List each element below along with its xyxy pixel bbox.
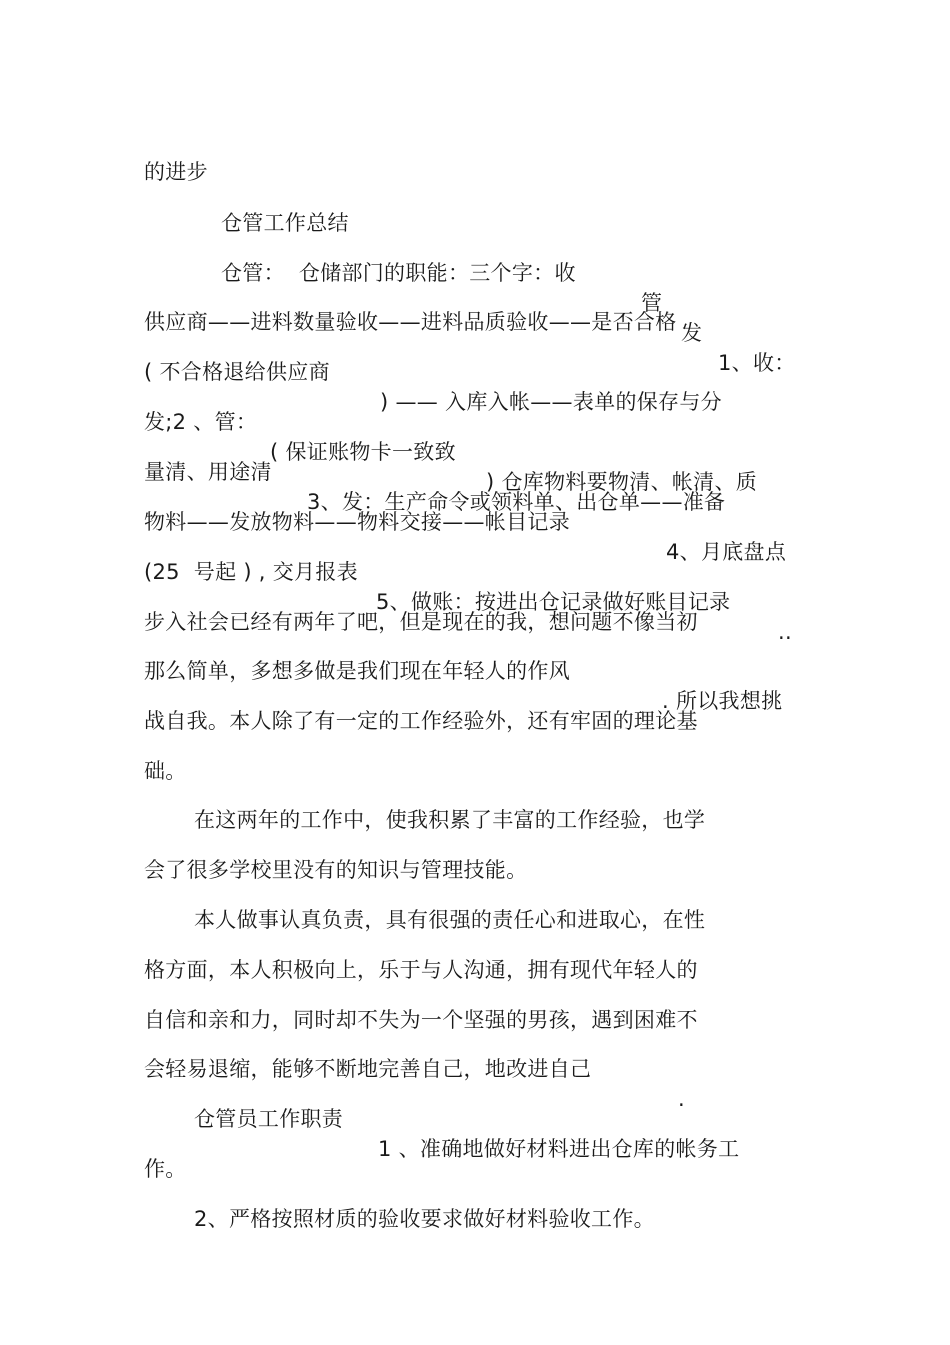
text-fragment: 作。 [144,1157,187,1181]
text-fragment: 本人做事认真负责，具有很强的责任心和进取心，在性 [194,908,706,932]
text-fragment: 自信和亲和力，同时却不失为一个坚强的男孩，遇到困难不 [144,1008,698,1032]
text-fragment: 量清、用途清 [144,460,272,484]
text-fragment: 发;2 、管： [144,410,258,434]
text-fragment: 会轻易退缩，能够不断地完善自己，地改进自己 [144,1057,592,1081]
text-fragment: 的进步 [144,160,208,184]
text-line-22 [144,1174,655,1264]
text-fragment: .. [778,620,792,644]
text-fragment: . 所以我想挑 [662,689,783,713]
text-fragment: 会了很多学校里没有的知识与管理技能。 [144,858,528,882]
text-fragment: . [678,1087,685,1111]
text-fragment: 仓管员工作职责 [194,1107,344,1131]
text-fragment: 格方面，本人积极向上，乐于与人沟通，拥有现代年轻人的 [144,958,698,982]
text-fragment: 2、严格按照材质的验收要求做好材料验收工作。 [194,1207,655,1231]
text-fragment: 在这两年的工作中，使我积累了丰富的工作经验，也学 [194,808,706,832]
text-fragment: ( 不合格退给供应商 [144,360,330,384]
text-fragment: ) 仓库物料要物清、帐清、质 [486,470,758,494]
text-fragment: 3、发：生产命令或领料单、出仓单——准备 [307,490,726,514]
text-fragment: 4、月底盘点 [666,540,787,564]
text-fragment: 那么简单，多想多做是我们现在年轻人的作风 [144,659,570,683]
text-fragment: ) —— 入库入帐——表单的保存与分 [380,390,722,414]
text-fragment: 发 [681,321,703,345]
text-fragment: 步入社会已经有两年了吧，但是现在的我，想问题不像当初 [144,610,698,634]
heading-text: 仓管工作总结 [221,211,349,235]
text-fragment: 管 [641,291,663,315]
text-fragment: 仓管： 仓储部门的职能：三个字：收 [221,261,576,285]
text-fragment: 1 、准确地做好材料进出仓库的帐务工 [378,1137,740,1161]
text-fragment: 5、做账：按进出仓记录做好账目记录 [376,590,731,614]
text-fragment: ( 保证账物卡一致致 [270,440,456,464]
text-fragment: 物料——发放物料——物料交接——帐目记录 [144,510,570,534]
text-fragment: 础。 [144,759,187,783]
text-fragment: 1、收： [718,351,796,375]
text-fragment: 供应商——进料数量验收——进料品质验收——是否合格 [144,310,677,334]
text-fragment: (25 号起 ) , 交月报表 [144,560,358,584]
text-fragment: 战自我。本人除了有一定的工作经验外，还有牢固的理论基 [144,709,698,733]
